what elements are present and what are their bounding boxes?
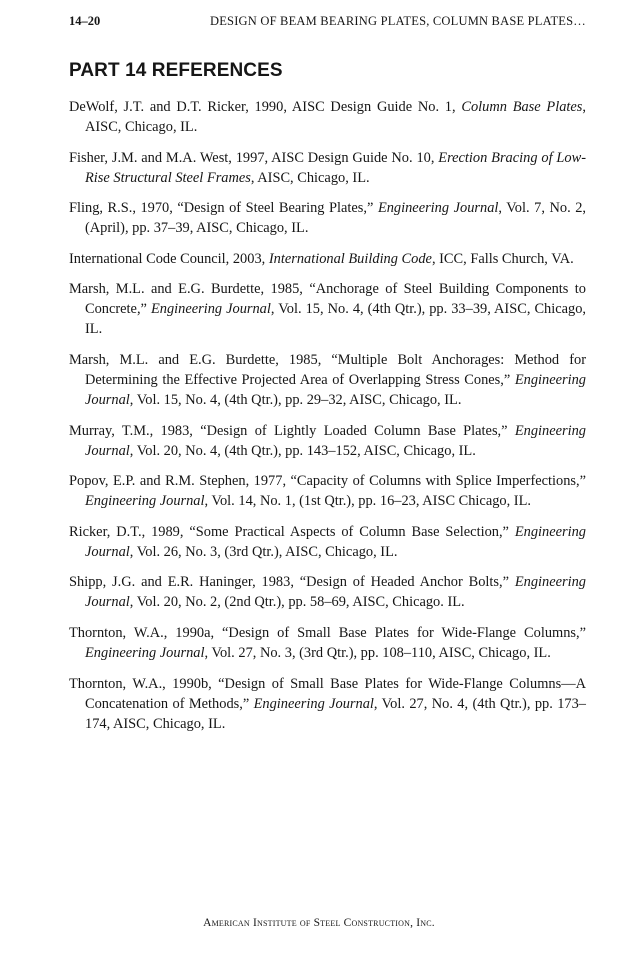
reference-item (69, 97, 586, 137)
ref-details: , Vol. 27, No. 3, (3rd Qtr.), pp. 108–110, AISC, Chicago, IL. (204, 644, 551, 661)
ref-details: , Vol. 15, No. 4, (4th Qtr.), pp. 33–39, AISC, Chicago, IL. (85, 301, 586, 338)
ref-authors-year: Fisher, J.M. and M.A. West, 1997, AISC Design Guide No. 10, (69, 149, 439, 166)
ref-authors-year: International Code Council, 2003, (69, 250, 269, 267)
section-title: PART 14 REFERENCES (69, 60, 283, 81)
running-title: DESIGN OF BEAM BEARING PLATES, COLUMN BASE PLATES… (209, 14, 586, 28)
reference-item (69, 249, 586, 269)
ref-title: Engineering Journal (85, 422, 586, 459)
ref-authors-year: Shipp, J.G. and E.R. Haninger, 1983, “Design of Headed Anchor Bolts,” (69, 574, 515, 591)
ref-title: Column Base Plates (461, 99, 583, 115)
reference-item (69, 623, 586, 663)
reference-item (69, 279, 586, 339)
ref-title: Engineering Journal (377, 200, 499, 217)
ref-details: , Vol. 20, No. 4, (4th Qtr.), pp. 143–152, AISC, Chicago, IL. (129, 442, 476, 459)
ref-authors-year: Marsh, M.L. and E.G. Burdette, 1985, “Anchorage of Steel Building Components to Concrete,” (69, 281, 586, 318)
reference-item (69, 674, 586, 734)
reference-item (69, 421, 586, 461)
reference-item (69, 471, 586, 511)
ref-details: , Vol. 15, No. 4, (4th Qtr.), pp. 29–32, AISC, Chicago, IL. (129, 391, 462, 408)
page-header (69, 14, 586, 34)
ref-authors-year: Marsh, M.L. and E.G. Burdette, 1985, “Multiple Bolt Anchorages: Method for Determining the Effective Projected Area of Overlapping Stress Cones,” (69, 351, 586, 388)
ref-title: Erection Bracing of Low-Rise Structural Steel Frames (85, 149, 586, 186)
reference-item (69, 522, 586, 562)
reference-list (69, 97, 586, 744)
ref-authors-year: DeWolf, J.T. and D.T. Ricker, 1990, AISC Design Guide No. 1, (69, 99, 462, 115)
ref-details: , Vol. 7, No. 2, (April), pp. 37–39, AISC, Chicago, IL. (85, 200, 586, 237)
ref-authors-year: Fling, R.S., 1970, “Design of Steel Bearing Plates,” (69, 200, 378, 217)
ref-title: Engineering Journal (150, 301, 271, 318)
reference-item (69, 148, 586, 188)
ref-title: Engineering Journal (253, 695, 374, 712)
ref-details: , ICC, Falls Church, VA. (431, 250, 574, 267)
page-footer: American Institute of Steel Construction, Inc. (203, 917, 435, 929)
ref-details: , AISC, Chicago, IL. (85, 99, 586, 135)
ref-details: , Vol. 20, No. 2, (2nd Qtr.), pp. 58–69, AISC, Chicago. IL. (129, 594, 465, 611)
ref-title: Engineering Journal (85, 644, 205, 661)
ref-authors-year: Ricker, D.T., 1989, “Some Practical Aspects of Column Base Selection,” (69, 523, 515, 540)
ref-details: , Vol. 27, No. 4, (4th Qtr.), pp. 173–174, AISC, Chicago, IL. (85, 695, 586, 732)
ref-title: International Building Code (268, 250, 432, 267)
ref-title: Engineering Journal (85, 493, 205, 510)
ref-title: Engineering Journal (85, 574, 586, 611)
page-number: 14–20 (69, 14, 101, 28)
ref-details: , Vol. 14, No. 1, (1st Qtr.), pp. 16–23, AISC Chicago, IL. (204, 493, 531, 510)
ref-authors-year: Thornton, W.A., 1990b, “Design of Small Base Plates for Wide-Flange Columns—A Concatenation of Methods,” (69, 675, 586, 712)
ref-authors-year: Thornton, W.A., 1990a, “Design of Small Base Plates for Wide-Flange Columns,” (69, 624, 586, 641)
ref-title: Engineering Journal (85, 523, 586, 560)
ref-details: , Vol. 26, No. 3, (3rd Qtr.), AISC, Chicago, IL. (129, 543, 398, 560)
ref-details: , AISC, Chicago, IL. (250, 169, 370, 186)
reference-item (69, 198, 586, 238)
ref-authors-year: Popov, E.P. and R.M. Stephen, 1977, “Capacity of Columns with Splice Imperfections,” (69, 473, 586, 490)
ref-title: Engineering Journal (85, 371, 586, 408)
reference-item (69, 350, 586, 410)
ref-authors-year: Murray, T.M., 1983, “Design of Lightly Loaded Column Base Plates,” (69, 422, 515, 439)
reference-item (69, 572, 586, 612)
